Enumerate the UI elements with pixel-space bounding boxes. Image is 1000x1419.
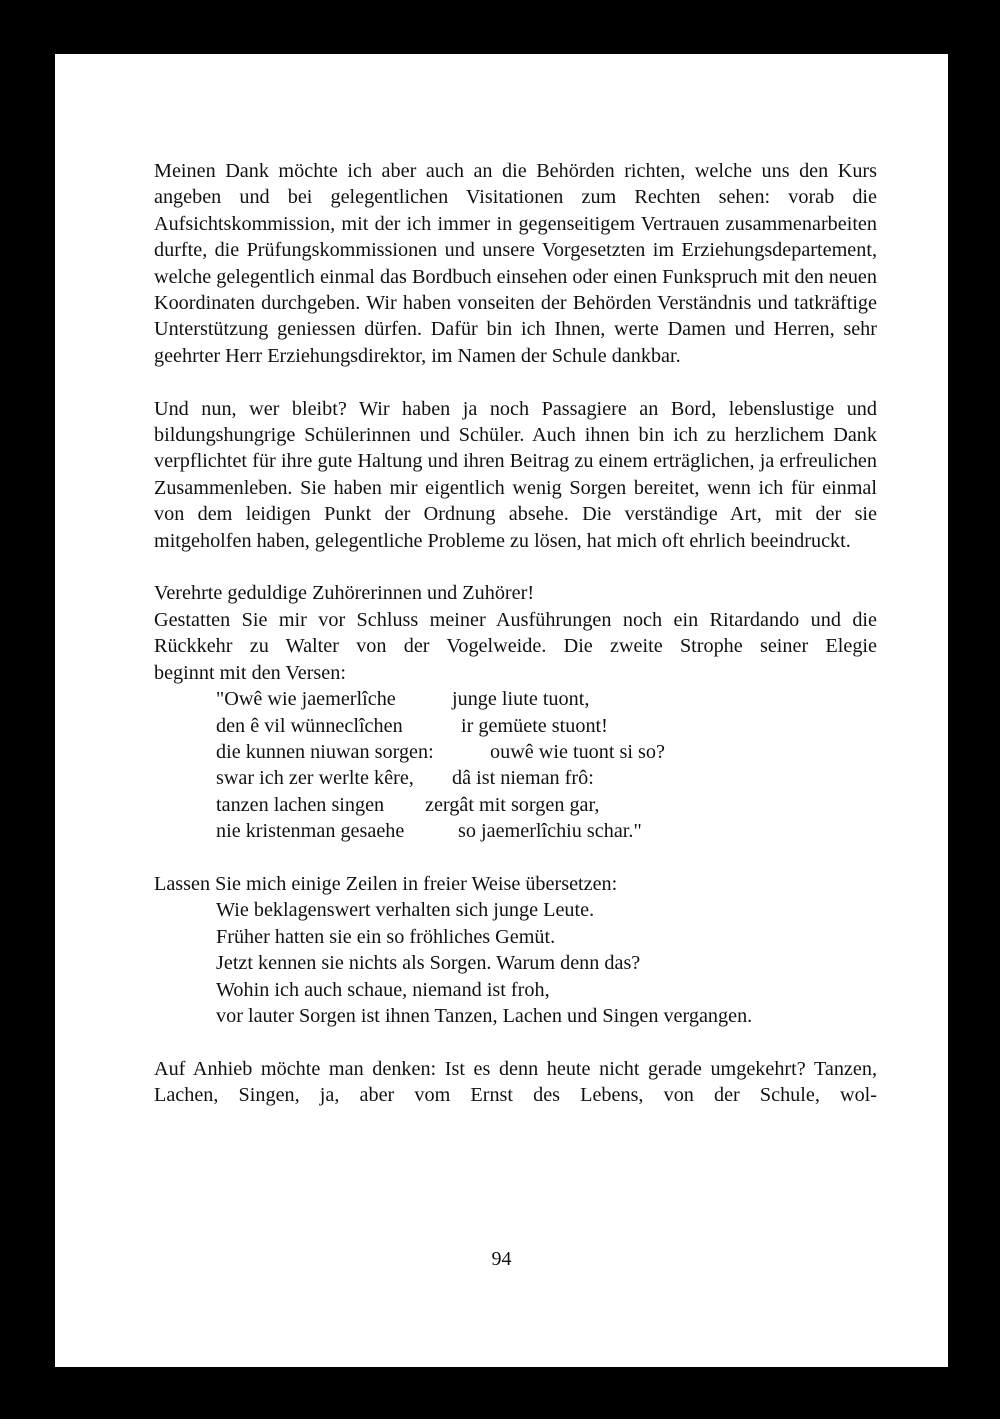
paragraph-first-impression: Auf Anhieb möchte man denken: Ist es denn heute nicht gerade umgekehrt? Tanzen, Lachen, Singen, ja, aber vom Ernst des Lebens, von der Schule, wol- [154,1057,877,1107]
paragraph-thanks-authorities: Meinen Dank möchte ich aber auch an die Behörden richten, welche uns den Kurs angeben und bei gelegentlichen Visitationen zum Rechten sehen: vorab die Aufsichtskommission, mit der ich immer in gegenseitigem Vertrauen zusammenarbeiten durfte, die Prüfungskommissionen und unsere Vorgesetzten im Erziehungsdepartement, welche gelegentlich einmal das Bordbuch einsehen oder einen Funkspruch mit den neuen Koordinaten durchgeben. Wir haben vonseiten der Behörden Verständnis und tatkräftige Unterstützung geniessen dürfen. Dafür bin ich Ihnen, werte Damen und Herren, sehr geehrter Herr Erziehungsdirektor, im Namen der Schule dankbar. [154,160,877,367]
verse-first-half: den ê vil wünneclîchen [216,714,403,737]
translation-block [154,897,877,1029]
salutation: Verehrte geduldige Zuhörerinnen und Zuhörer! [154,582,535,605]
verse-second-half: zergât mit sorgen gar, [425,793,600,816]
paragraph-gap [154,369,877,395]
translation-line: Früher hatten sie ein so fröhliches Gemüt. [216,925,556,948]
verse-line [154,686,877,712]
paragraph-gap [154,554,877,580]
paragraph-thanks-students: Und nun, wer bleibt? Wir haben ja noch Passagiere an Bord, lebenslustige und bildungshungrige Schülerinnen und Schüler. Auch ihnen bin ich zu herzlichem Dank verpflichtet für ihre gute Haltung und ihren Beitrag zu einem erträglichen, ja erfreulichen Zusammenleben. Sie haben mir eigentlich wenig Sorgen bereitet, wenn ich für einmal von dem leidigen Punkt der Ordnung absehe. Die verständige Art, mit der sie mitgeholfen haben, gelegentliche Probleme zu lösen, hat mich oft ehrlich beeindruckt. [154,397,877,552]
verse-second-half: ouwê wie tuont si so? [490,740,665,763]
translation-intro: Lassen Sie mich einige Zeilen in freier Weise übersetzen: [154,872,618,895]
document-page [55,54,948,1367]
verse-line [154,713,877,739]
paragraph-gap [154,1029,877,1055]
verse-first-half: nie kristenman gesaehe [216,820,405,843]
verse-first-half: tanzen lachen singen [216,793,385,816]
translation-line: Wohin ich auch schaue, niemand ist froh, [216,978,550,1001]
paragraph-walter-intro: Gestatten Sie mir vor Schluss meiner Ausführungen noch ein Ritardando und die Rückkehr zu Walter von der Vogelweide. Die zweite Strophe seiner Elegie [154,608,877,658]
verse-first-half: "Owê wie jaemerlîche [216,688,396,711]
verse-line [154,792,877,818]
verse-line [154,739,877,765]
body-text [154,158,877,1109]
paragraph-walter-intro-end: beginnt mit den Versen: [154,661,346,684]
verse-second-half: junge liute tuont, [452,688,590,711]
page-number: 94 [491,1248,512,1270]
verse-line [154,765,877,791]
verse-second-half: ir gemüete stuont! [461,714,608,737]
translation-line: Wie beklagenswert verhalten sich junge Leute. [216,899,595,922]
verse-second-half: so jaemerlîchiu schar." [458,820,642,843]
verse-block [154,686,877,844]
verse-second-half: dâ ist nieman frô: [452,767,594,790]
verse-first-half: die kunnen niuwan sorgen: [216,740,434,763]
translation-line: vor lauter Sorgen ist ihnen Tanzen, Lachen und Singen vergangen. [216,1004,753,1027]
paragraph-gap [154,845,877,871]
verse-first-half: swar ich zer werlte kêre, [216,767,414,790]
verse-line [154,818,877,844]
translation-line: Jetzt kennen sie nichts als Sorgen. Warum denn das? [216,952,641,975]
